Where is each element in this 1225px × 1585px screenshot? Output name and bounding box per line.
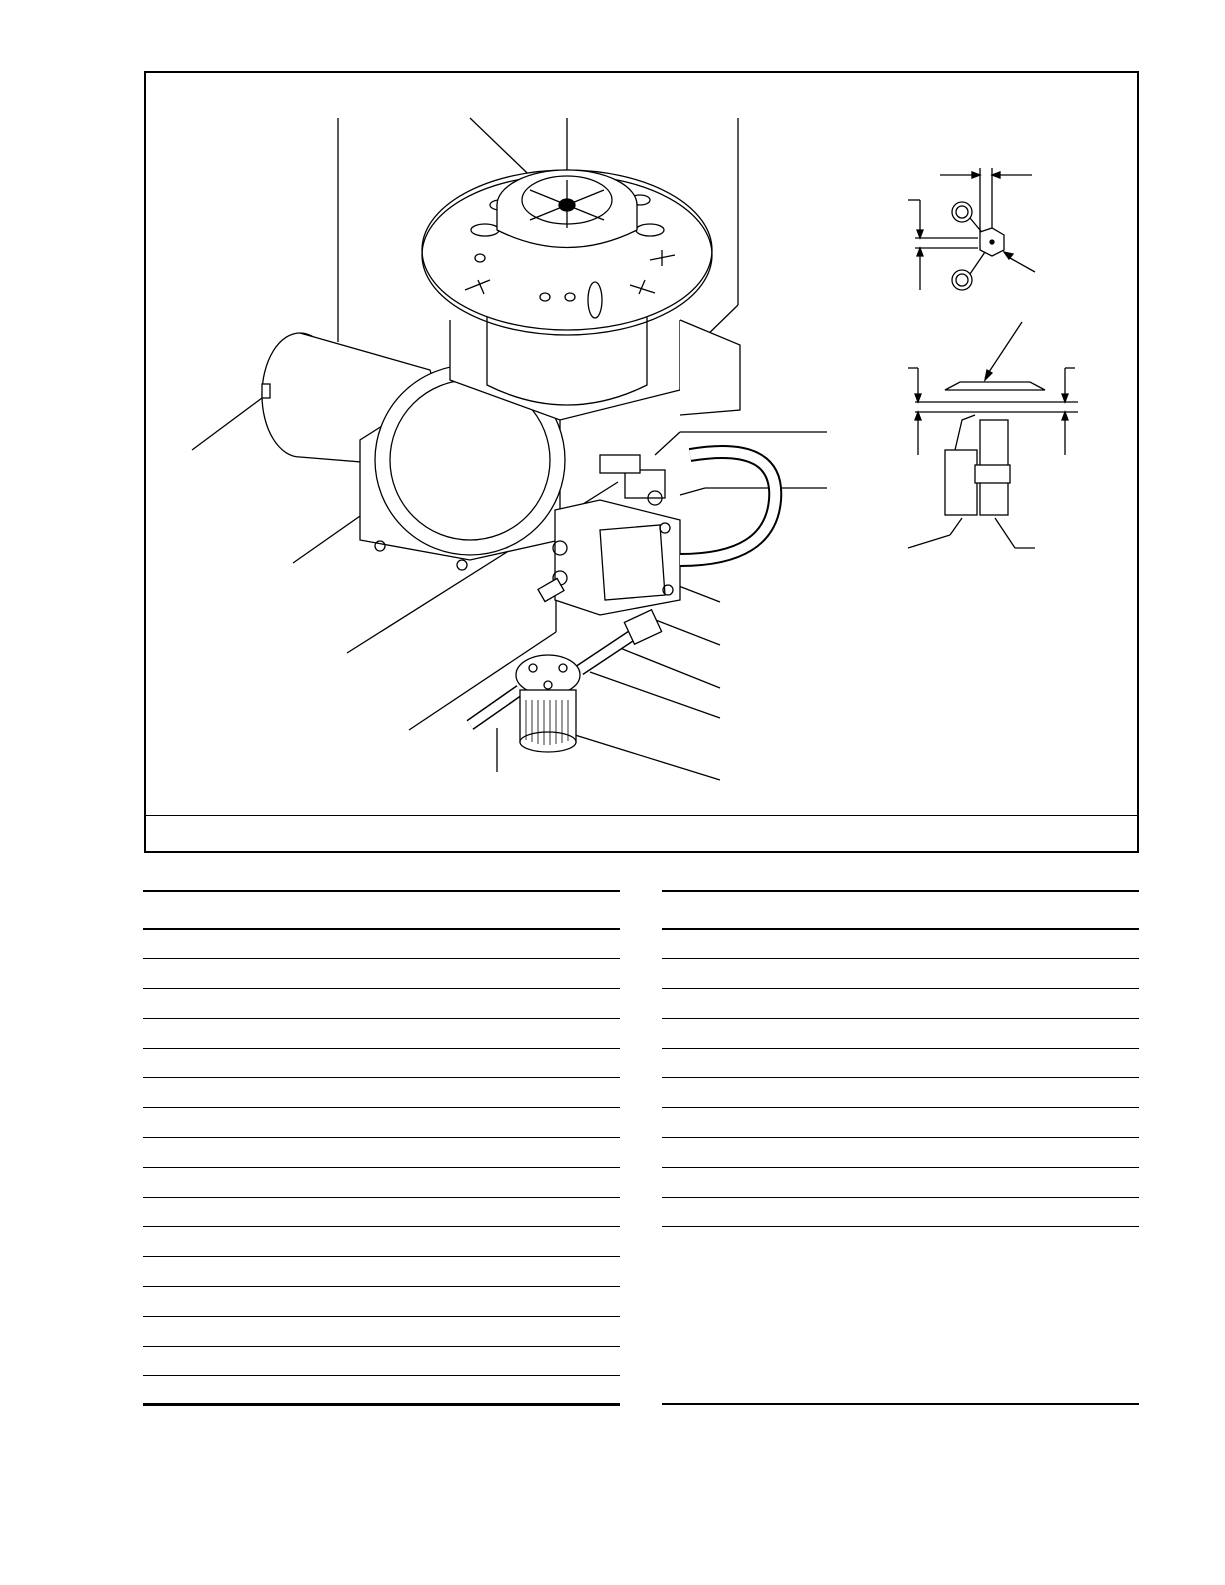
table-row (143, 989, 620, 1019)
table-row (662, 1078, 1139, 1108)
table-cell (143, 1287, 382, 1317)
table-cell (662, 1078, 901, 1108)
table-cell (382, 929, 621, 959)
table-bottom-rule (143, 1403, 620, 1405)
table-row (662, 1197, 1139, 1227)
table-cell (382, 1167, 621, 1197)
table-cell (662, 959, 901, 989)
table-row (143, 929, 620, 959)
table-cell (901, 1108, 1140, 1138)
table-cell (143, 1078, 382, 1108)
table-row (662, 1108, 1139, 1138)
table-cell (901, 1197, 1140, 1227)
table-cell (143, 1257, 382, 1287)
table-cell (901, 1138, 1140, 1168)
table-row (143, 1048, 620, 1078)
table-cell (143, 959, 382, 989)
table-cell (143, 1167, 382, 1197)
table-row (143, 1078, 620, 1108)
header-cell (382, 891, 621, 929)
table-row (662, 929, 1139, 959)
table-row (143, 959, 620, 989)
table-row (143, 1018, 620, 1048)
table-cell (382, 1108, 621, 1138)
table-cell (662, 1167, 901, 1197)
table-cell (901, 989, 1140, 1019)
table-cell (901, 1048, 1140, 1078)
table-row (662, 1167, 1139, 1197)
table-row (143, 1316, 620, 1346)
table-row (143, 1257, 620, 1287)
table-cell (143, 1108, 382, 1138)
caption-divider (146, 815, 1137, 816)
table-cell (143, 1376, 382, 1406)
table-cell (382, 1197, 621, 1227)
table-row (143, 1346, 620, 1376)
table-cell (382, 1078, 621, 1108)
table-row (143, 1167, 620, 1197)
table-cell (382, 1346, 621, 1376)
figure-frame (144, 71, 1139, 853)
table-cell (662, 1018, 901, 1048)
table-cell (382, 1287, 621, 1317)
table-row (662, 1018, 1139, 1048)
table-cell (662, 1048, 901, 1078)
table-row (143, 1108, 620, 1138)
table-cell (901, 1018, 1140, 1048)
table-header-row (662, 891, 1139, 929)
table-cell (143, 1138, 382, 1168)
table-cell (143, 989, 382, 1019)
table-cell (143, 1316, 382, 1346)
parts-table-right (662, 890, 1139, 1227)
table-cell (901, 929, 1140, 959)
header-cell (143, 891, 382, 929)
table-cell (143, 1346, 382, 1376)
table-cell (901, 1167, 1140, 1197)
parts-table-left (143, 890, 620, 1406)
table-cell (382, 959, 621, 989)
header-cell (662, 891, 901, 929)
table-row (662, 989, 1139, 1019)
table-cell (143, 1197, 382, 1227)
header-cell (901, 891, 1140, 929)
table-cell (382, 1316, 621, 1346)
table-row (662, 1048, 1139, 1078)
table-header-row (143, 891, 620, 929)
table-cell (382, 1257, 621, 1287)
table-cell (143, 929, 382, 959)
table-cell (382, 1048, 621, 1078)
table-cell (382, 989, 621, 1019)
table-cell (382, 1376, 621, 1406)
table-row (143, 1197, 620, 1227)
table-cell (662, 1138, 901, 1168)
table-cell (901, 1078, 1140, 1108)
table-row (143, 1138, 620, 1168)
table-row (662, 959, 1139, 989)
table-cell (143, 1227, 382, 1257)
table-row (143, 1287, 620, 1317)
table-row (143, 1227, 620, 1257)
table-row (662, 1138, 1139, 1168)
table-cell (382, 1138, 621, 1168)
table-cell (662, 929, 901, 959)
table-cell (382, 1227, 621, 1257)
table-cell (662, 989, 901, 1019)
table-cell (662, 1108, 901, 1138)
table-cell (143, 1018, 382, 1048)
table-bottom-rule (662, 1403, 1139, 1405)
table-cell (662, 1197, 901, 1227)
table-cell (382, 1018, 621, 1048)
table-cell (901, 959, 1140, 989)
table-cell (143, 1048, 382, 1078)
table-row (143, 1376, 620, 1406)
